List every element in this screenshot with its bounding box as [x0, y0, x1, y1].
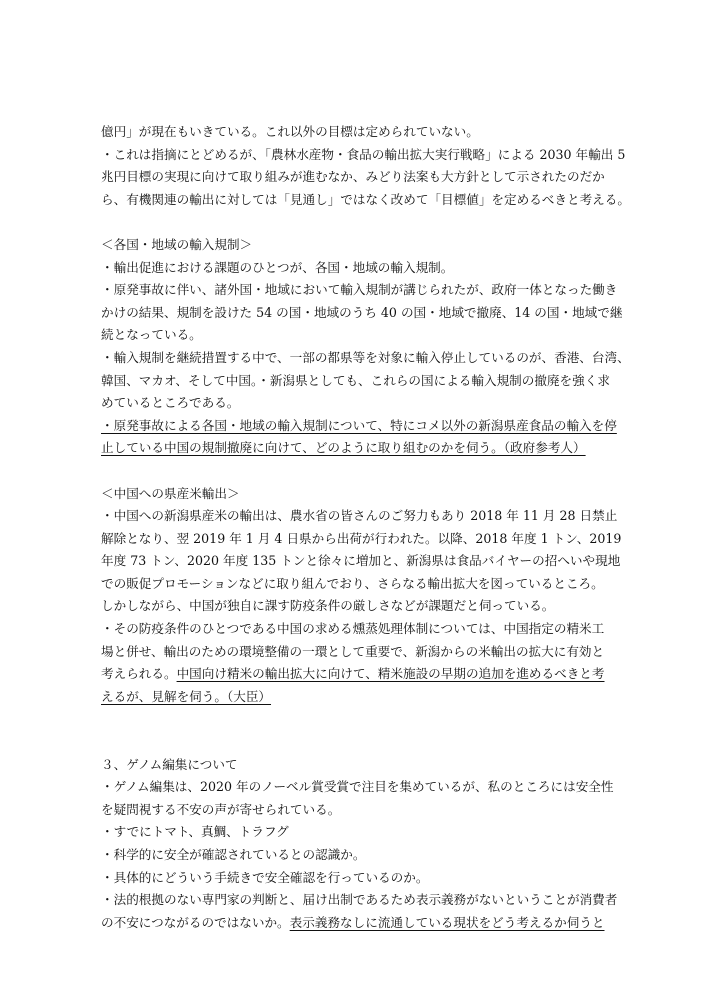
text-segment: ・中国への新潟県産米の輸出は、農水省の皆さんのご努力もあり 2018 年 11 月 28 日禁止 [101, 508, 618, 524]
text-line [101, 686, 606, 709]
spacer [101, 460, 606, 483]
text-line [101, 392, 606, 415]
underlined-text: 止している中国の規制撤廃に向けて、どのように取り組むのかを伺う。（政府参考人） [101, 440, 586, 456]
text-line [101, 257, 606, 280]
text-segment: ・輸出促進における課題のひとつが、各国・地域の輸入規制。 [101, 259, 454, 275]
text-segment: の不安につながるのではないか。 [101, 914, 290, 930]
text-line [101, 618, 606, 641]
section-export-targets [101, 121, 630, 211]
text-segment: ・原発事故に伴い、諸外国・地域において輸入規制が講じられたが、政府一体となった働き [101, 282, 618, 298]
text-line [101, 844, 606, 867]
text-line [101, 641, 606, 664]
text-line [101, 889, 618, 912]
text-line [101, 347, 630, 370]
text-segment: ・これは指摘にとどめるが、「農林水産物・食品の輸出拡大実行戦略」による 2030 年輸出 5 [101, 146, 626, 162]
text-line [101, 595, 606, 618]
text-segment: を疑問視する不安の声が寄せられている。 [101, 801, 341, 817]
text-segment: かけの結果、規制を設けた 54 の国・地域のうち 40 の国・地域で撤廃、14 の国・地域で継 [101, 304, 623, 320]
text-segment: しかしながら、中国が独自に課す防疫条件の厳しさなどが課題だと伺っている。 [101, 598, 555, 614]
section-rice-export-to-china [101, 483, 622, 709]
text-line [101, 144, 626, 167]
section-genome-editing [101, 754, 618, 935]
text-segment: めているところである。 [101, 395, 240, 411]
text-line [101, 234, 606, 257]
text-line [101, 799, 606, 822]
text-line [101, 754, 606, 777]
text-segment: 解除となり、翌 2019 年 1 月 4 日県から出荷が行われた。以降、2018 年度 1 トン、2019 [101, 530, 622, 546]
text-line [101, 370, 610, 393]
text-segment: での販促プロモーションなどに取り組んでおり、さらなる輸出拡大を図っているところ。 [101, 575, 604, 591]
text-segment: ・科学的に安全が確認されているとの認識か。 [101, 847, 366, 862]
text-segment: 兆円目標の実現に向けて取り組みが進むなか、みどり法案も大方針として示されたのだか [101, 169, 605, 185]
underlined-text: 表示義務なしに流通している現状をどう考えるか伺うと [289, 914, 605, 930]
underlined-text: ・原発事故による各国・地域の輸入規制について、特にコメ以外の新潟県産食品の輸入を停 [101, 417, 617, 433]
text-line [101, 324, 606, 347]
text-line [101, 528, 622, 551]
section-import-regulations [101, 234, 630, 460]
text-line [101, 867, 606, 890]
text-line [101, 415, 617, 438]
text-line [101, 505, 618, 528]
text-line [101, 437, 606, 460]
text-segment: ・ゲノム編集は、2020 年のノーベル賞受賞で注目を集めているが、私のところには安全性 [101, 779, 614, 795]
document-page [101, 121, 630, 934]
text-segment: 場と併せ、輸出のための環境整備の一環として重要で、新潟からの米輸出の拡大に有効と [101, 643, 605, 659]
text-line [101, 279, 618, 302]
text-segment: ら、有機関連の輸出に対しては「見通し」ではなく改めて「目標値」を定めるべきと考える。 [101, 191, 630, 207]
text-line [101, 912, 606, 935]
text-segment: ３、ゲノム編集について [101, 756, 238, 772]
text-segment: ＜中国への県産米輸出＞ [101, 485, 240, 501]
text-segment: ・法的根拠のない専門家の判断と、届け出制であるため表示義務がないということが消費者 [101, 892, 618, 908]
text-line [101, 302, 623, 325]
text-line [101, 121, 606, 144]
text-segment: 続となっている。 [101, 327, 202, 343]
text-line [101, 821, 606, 844]
text-line [101, 483, 606, 506]
text-line [101, 550, 621, 573]
text-segment: 億円」が現在もいきている。これ以外の目標は定められていない。 [101, 124, 479, 139]
text-line [101, 663, 606, 686]
text-segment: ・輸入規制を継続措置する中で、一部の都県等を対象に輸入停止しているのが、香港、台湾、 [101, 349, 630, 365]
underlined-text: えるが、見解を伺う。（大臣） [101, 688, 272, 704]
text-segment: 韓国、マカオ、そして中国。・新潟県としても、これらの国による輸入規制の撤廃を強く求 [101, 372, 610, 388]
underlined-text: 中国向け精米の輸出拡大に向けて、精米施設の早期の追加を進めるべきと考 [176, 666, 605, 682]
spacer [101, 708, 606, 753]
text-segment: ・具体的にどういう手続きで安全確認を行っているのか。 [101, 869, 429, 885]
text-segment: ・すでにトマト、真鯛、トラフグ [101, 824, 289, 840]
text-line [101, 573, 606, 596]
text-segment: 年度 73 トン、2020 年度 135 トンと徐々に増加と、新潟県は食品バイヤーの招へいや現地 [101, 553, 621, 569]
text-line [101, 166, 606, 189]
text-segment: ・その防疫条件のひとつである中国の求める燻蒸処理体制については、中国指定の精米工 [101, 621, 605, 637]
text-line [101, 189, 630, 212]
text-segment: ＜各国・地域の輸入規制＞ [101, 236, 253, 252]
text-segment: 考えられる。 [101, 666, 177, 682]
spacer [101, 211, 606, 234]
text-line [101, 776, 614, 799]
